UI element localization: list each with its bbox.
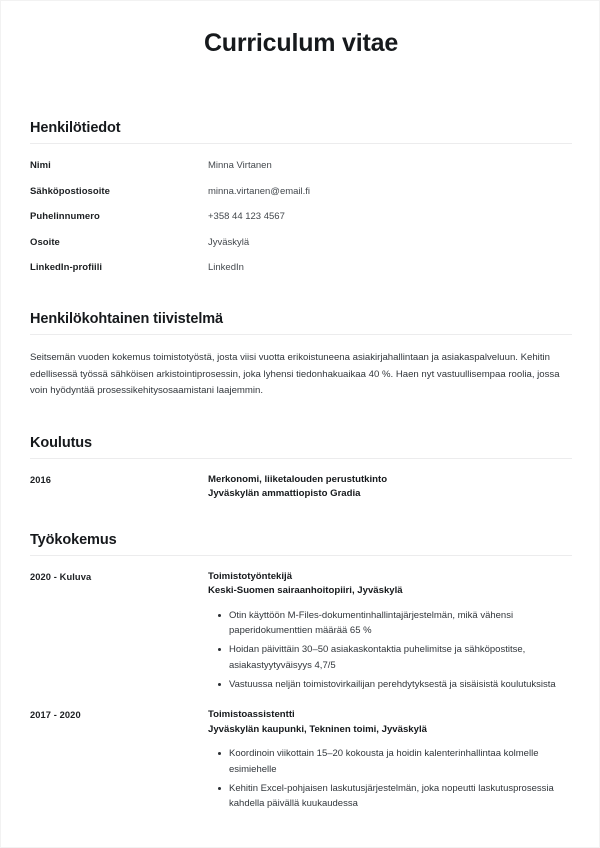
section-heading-personal-summary: Henkilökohtainen tiivistelmä — [30, 311, 223, 327]
work-entry-bullets — [208, 608, 572, 693]
table-row — [30, 236, 572, 249]
table-row — [30, 261, 572, 274]
section-divider — [30, 143, 572, 144]
work-entry-date: 2017 - 2020 — [30, 710, 81, 720]
table-row — [30, 185, 572, 198]
list-item: Vastuussa neljän toimistovirkailijan perehdytyksestä ja sisäisistä koulutuksista — [229, 677, 572, 693]
section-work-experience — [30, 532, 572, 812]
field-label: Sähköpostiosoite — [30, 185, 110, 197]
work-entry-date: 2020 - Kuluva — [30, 571, 92, 582]
linkedin-profile-value[interactable]: LinkedIn — [208, 262, 244, 273]
work-entry-role: Toimistotyöntekijä — [208, 570, 293, 582]
field-value: +358 44 123 4567 — [208, 211, 285, 222]
section-divider — [30, 458, 572, 459]
table-row — [30, 159, 572, 172]
work-entry-role: Toimistoassistentti — [208, 709, 295, 720]
education-entry — [30, 473, 572, 502]
education-entry-body — [208, 473, 572, 502]
education-entry-date: 2016 — [30, 474, 52, 485]
field-value: Jyväskylä — [208, 236, 250, 248]
field-label: LinkedIn-profiili — [30, 262, 103, 273]
work-entry — [30, 708, 572, 812]
education-degree: Merkonomi, liiketalouden perustutkinto — [208, 473, 388, 485]
work-entry-bullets — [208, 746, 572, 812]
section-education — [30, 435, 572, 502]
work-entry-body — [208, 570, 572, 693]
list-item: Otin käyttöön M-Files-dokumentinhallintajärjestelmän, mikä vähensi paperidokumenttien määrää 65 % — [229, 608, 572, 639]
education-institution: Jyväskylän ammattiopisto Gradia — [208, 488, 361, 499]
field-value: minna.virtanen@email.fi — [208, 185, 311, 197]
section-heading-work-experience: Työkokemus — [30, 531, 117, 548]
list-item: Koordinoin viikottain 15–20 kokousta ja hoidin kalenterinhallintaa kolmelle esimiehelle — [229, 746, 572, 777]
section-divider — [30, 555, 572, 556]
section-divider — [30, 334, 572, 335]
summary-paragraph: Seitsemän vuoden kokemus toimistotyöstä, josta viisi vuotta erikoistuneena asiakirjahallintaan ja asiakaspalveluun. Kehitin edellisessä työssä sähköisen arkistointiprosessin, joka lyhensi tiedonhakuaikaa 40 %. Haen nyt vastuullisempaa roolia, jossa voin hyödyntää prosessikehitysosaamistani laajemmin. — [30, 352, 560, 396]
personal-details-table — [30, 159, 572, 274]
section-personal-details — [30, 120, 572, 274]
table-row — [30, 210, 572, 223]
section-personal-summary — [30, 311, 572, 400]
work-entry-organization: Jyväskylän kaupunki, Tekninen toimi, Jyväskylä — [208, 723, 427, 735]
field-label: Puhelinnumero — [30, 211, 100, 222]
field-label: Nimi — [30, 160, 51, 171]
cv-content — [30, 1, 572, 812]
section-heading-personal-details: Henkilötiedot — [30, 120, 121, 136]
work-entry — [30, 570, 572, 693]
field-label: Osoite — [30, 236, 60, 248]
section-heading-education: Koulutus — [30, 434, 93, 451]
field-value: Minna Virtanen — [208, 160, 272, 171]
list-item: Hoidan päivittäin 30–50 asiakaskontaktia puhelimitse ja sähköpostitse, asiakastyytyväisyys 4,7/5 — [229, 642, 572, 673]
list-item: Kehitin Excel-pohjaisen laskutusjärjestelmän, joka nopeutti laskutusprosessia kahdella päivällä kuukaudessa — [229, 781, 572, 812]
work-entry-body — [208, 708, 572, 812]
page-title: Curriculum vitae — [203, 29, 399, 57]
work-entry-organization: Keski-Suomen sairaanhoitopiiri, Jyväskylä — [208, 585, 403, 596]
